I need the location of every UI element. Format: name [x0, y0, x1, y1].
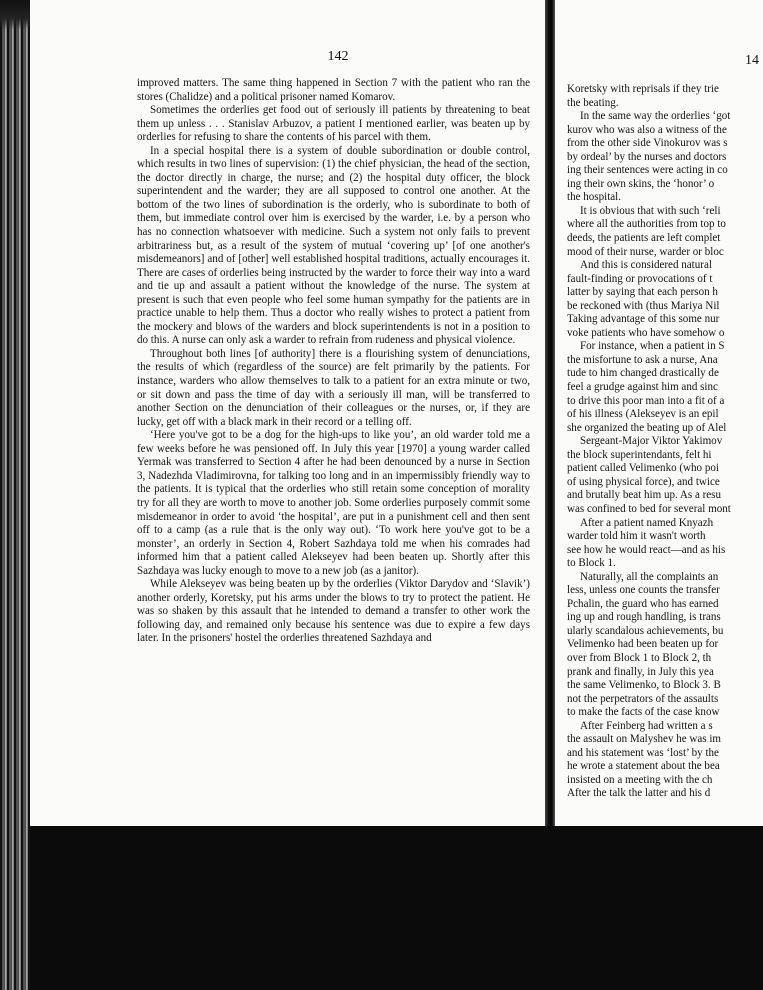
- text-line: Naturally, all the complaints an: [580, 570, 719, 583]
- text-line: the misfortune to ask a nurse, Ana: [567, 353, 718, 366]
- right-page-number: 14: [745, 53, 759, 68]
- text-line: Velimenko had been beaten up for: [567, 638, 719, 651]
- text-line: It is obvious that with such ‘reli: [580, 204, 721, 217]
- text-line: latter by saying that each person h: [567, 286, 718, 299]
- paragraph: Throughout both lines [of authority] there is a flourishing system of denunciations, the results of which (regardless of the source) are felt primarily by the patients. For instance, warders who allow themselves to talk to a patient for an extra minute or two, or sit down and pass the time of day with a seriously ill man, will be transferred to another Section on the denunciation of their colleagues or the nurses, or, if they are lucky, get off with a black mark in their record or a telling off.: [137, 347, 530, 428]
- text-line: deeds, the patients are left complet: [567, 232, 721, 245]
- text-line: ing their sentences were acting in co: [567, 164, 728, 177]
- paragraph: In a special hospital there is a system of double subordination or double control, which results in two lines of supervision: (1) the chief physician, the head of the section, the doctor directly in charge, the nurse; and (2) the hospital duty officer, the block superintendent and the warder; they are all supposed to control one another. At the bottom of the two lines of subordination is the orderly, who is subordinate to both of them, but immediate control over him is exercised by the warder, i.e. by a person who has no connection whatsoever with medicine. Such a system not only fails to prevent arbitrariness but, as a result of the system of mutual ‘covering up’ [of one another's misdemeanors] and of [other] well established hospital traditions, actually encourages it. There are cases of orderlies being instructed by the warder to force their way into a ward and tie up and assault a patient without the knowledge of the nurse. The system at present is such that even people who feel some human sympathy for the patients are in practice unable to help them. Thus a doctor who really wishes to protect a patient from the mockery and blows of the warders and block superintendents is not in a position to do this. A nurse can only ask a warder to refrain from rudeness and physical violence.: [137, 144, 530, 347]
- scan-edge-left: [0, 0, 30, 990]
- paragraph: ‘Here you've got to be a dog for the high-ups to like you’, an old warder told me a few weeks before he was pensioned off. In July this year [1970] a young warder called Yermak was transferred to Section 4 after he had been denounced by a nurse in Section 3, Nadezhda Vladimirovna, for talking too long and in an impermissibly friendly way to the patients. It is typical that the orderlies who still retain some conception of morality try for all they are worth to move to another job. Some orderlies purposely commit some misdemeanor in order to avoid ‘the hospital’, are put in a punishment cell and then sent off to a camp (as a rule that is the only way out). ‘To work here you've got to be a monster’, an orderly in Section 4, Robert Sazhdaya told me when his comrades had informed him that a patient called Alekseyev had been beaten up. Shortly after this Sazhdaya was lucky enough to move to a new job (as a janitor).: [137, 429, 530, 577]
- text-line: she organized the beating up of Alel: [567, 421, 727, 434]
- text-line: ularly scandalous achievements, bu: [567, 624, 724, 637]
- right-page-clip: [555, 0, 763, 890]
- text-line: the assault on Malyshev he was im: [567, 733, 722, 746]
- text-line: and brutally beat him up. As a resu: [567, 489, 722, 502]
- text-line: the block superintendants, felt hi: [567, 448, 712, 461]
- text-line: of using physical force), and twice: [567, 475, 720, 488]
- text-line: After Feinberg had written a s: [580, 719, 713, 732]
- text-line: patient called Velimenko (who poi: [567, 462, 719, 475]
- text-line: Koretsky with reprisals if they trie: [567, 83, 719, 95]
- text-line: see how he would react—and as his: [567, 543, 726, 556]
- text-line: After a patient named Knyazh: [580, 516, 714, 529]
- text-line: feel a grudge against him and sinc: [567, 381, 718, 394]
- text-line: the beating.: [567, 96, 619, 109]
- text-line: mood of their nurse, warder or bloc: [567, 245, 724, 258]
- paragraph: Sometimes the orderlies get food out of seriously ill patients by threatening to beat them up unless . . . Stanislav Arbuzov, a patient I mentioned earlier, was beaten up by orderlies for refusing to share the contents of his parcel with them.: [137, 104, 530, 144]
- left-page-body: [137, 77, 530, 646]
- text-line: After the talk the latter and his d: [567, 787, 711, 800]
- text-line: not the perpetrators of the assaults: [567, 692, 719, 705]
- text-line: tude to him changed drastically de: [567, 367, 719, 380]
- text-line: warder told him it wasn't worth: [567, 530, 706, 543]
- text-line: Pchalin, the guard who has earned: [567, 597, 719, 610]
- text-line: ing their own skins, the ‘honor’ o: [567, 177, 715, 190]
- paragraph: While Alekseyev was being beaten up by the orderlies (Viktor Darydov and ‘Slavik’) another orderly, Koretsky, put his arms under the blows to try to protect the patient. He was so shaken by this assault that he intended to demand a transfer to other work the following day, and remained only because his sentence was due to expire a few days later. In the prisoners' hostel the orderlies threatened Sazhdaya and: [137, 578, 530, 645]
- text-line: and his statement was ‘lost’ by the: [567, 746, 719, 759]
- text-line: For instance, when a patient in S: [580, 340, 725, 353]
- text-line: And this is considered natural: [580, 259, 712, 272]
- text-line: he wrote a statement about the bea: [567, 760, 720, 773]
- text-line: Taking advantage of this some nur: [567, 313, 720, 326]
- text-line: voke patients who have somehow o: [567, 326, 725, 339]
- text-line: was confined to bed for several mont: [567, 502, 731, 515]
- text-line: to Block 1.: [567, 557, 616, 570]
- text-line: where all the authorities from top to: [567, 218, 726, 231]
- text-line: from the other side Vinokurov was s: [567, 137, 728, 150]
- text-line: insisted on a meeting with the ch: [567, 773, 713, 786]
- text-line: prank and finally, in July this yea: [567, 665, 714, 678]
- text-line: by ordeal’ by the nurses and doctors: [567, 150, 727, 163]
- text-line: the same Velimenko, to Block 3. B: [567, 679, 721, 692]
- text-line: In the same way the orderlies ‘got: [580, 110, 731, 123]
- text-line: be reckoned with (thus Mariya Nil: [567, 299, 720, 312]
- text-line: ing up and rough handling, is trans: [567, 611, 721, 624]
- right-page-body: [567, 83, 763, 801]
- text-line: kurov who was also a witness of the: [567, 123, 727, 136]
- text-line: to drive this poor man into a fit of a: [567, 394, 725, 407]
- text-line: less, unless one counts the transfer: [567, 584, 720, 597]
- left-page-number: 142: [327, 49, 349, 64]
- text-line: the hospital.: [567, 191, 621, 204]
- text-line: to make the facts of the case know: [567, 706, 720, 719]
- text-line: of his illness (Alekseyev is an epil: [567, 408, 719, 421]
- text-line: fault-finding or provocations of t: [567, 272, 713, 285]
- text-line: over from Block 1 to Block 2, th: [567, 651, 712, 664]
- text-line: Sergeant-Major Viktor Yakimov: [580, 435, 723, 448]
- paragraph: improved matters. The same thing happened in Section 7 with the patient who ran the stores (Chalidze) and a political prisoner named Komarov.: [137, 77, 530, 103]
